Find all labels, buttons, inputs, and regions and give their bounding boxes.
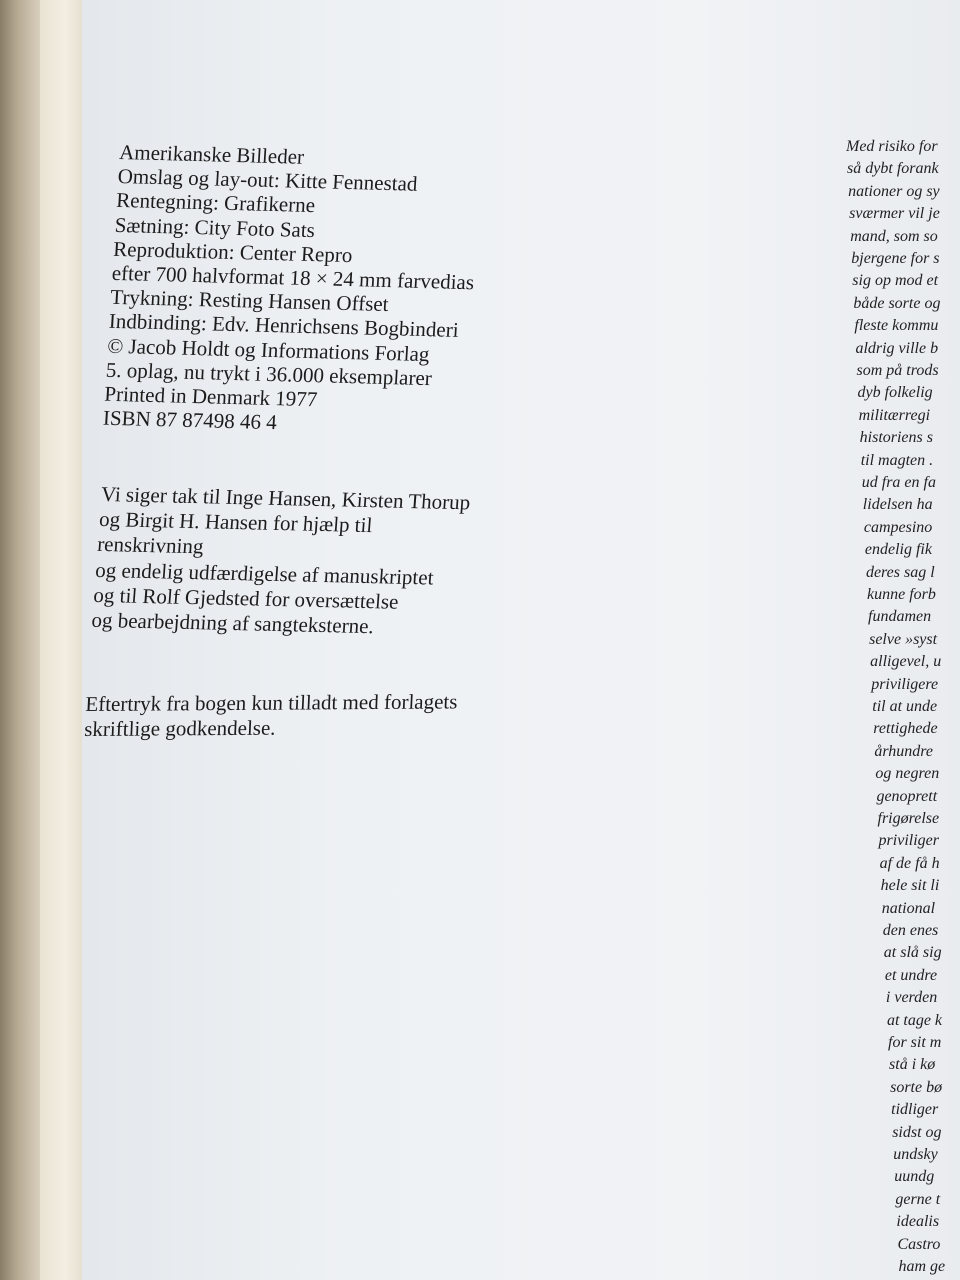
facing-page-line: sorte bø	[890, 1078, 943, 1096]
facing-page-line: gerne t	[895, 1190, 941, 1208]
copyright-line: © Jacob Holdt og Informations Forlag	[106, 333, 431, 366]
colophon-line: Sætning: City Foto Sats	[114, 212, 316, 242]
rights-line: Eftertryk fra bogen kun tilladt med forlagets	[84, 689, 459, 717]
facing-page-line: sig op mod et	[852, 272, 939, 290]
facing-page-line: rettighede	[873, 720, 938, 738]
facing-page-line: Med risiko for	[846, 138, 938, 155]
facing-page-line: at slå sig	[883, 944, 942, 962]
facing-page-line: nationer og sy	[848, 182, 940, 200]
printed-line: Printed in Denmark 1977	[103, 381, 319, 412]
page-stack-edge	[40, 0, 83, 1280]
facing-page-line: århundre	[874, 742, 934, 760]
facing-page-line: aldrig ville b	[855, 339, 939, 357]
facing-page-line: tidliger	[891, 1101, 939, 1119]
facing-page-line: fundamen	[868, 608, 932, 626]
facing-page-line: Castro	[897, 1235, 941, 1253]
colophon-line: Rentegning: Grafikerne	[115, 188, 316, 218]
facing-page-line: campesino	[863, 518, 933, 536]
facing-page-line: ud fra en fa	[861, 474, 936, 491]
colophon-line: efter 700 halvformat 18 × 24 mm farvedias	[111, 260, 475, 295]
facing-page-line: så dybt forank	[847, 160, 939, 178]
colophon-line: Reproduktion: Center Repro	[112, 236, 354, 267]
facing-page-line: til at unde	[872, 698, 938, 715]
facing-page-line: ham ge	[898, 1258, 946, 1275]
facing-page-line: historiens s	[859, 429, 933, 447]
facing-page-text	[846, 138, 960, 1280]
acknowledgements-block	[91, 482, 662, 646]
facing-page-line: stå i kø	[889, 1056, 936, 1074]
colophon-block	[102, 140, 680, 445]
facing-page-line: selve »syst	[869, 630, 938, 648]
acknowledgement-line: og Birgit H. Hansen for hjælp til	[98, 507, 374, 538]
rights-notice	[84, 688, 646, 742]
facing-page-line: sværmer vil je	[849, 205, 940, 223]
rights-line: skriftlige godkendelse.	[83, 715, 277, 742]
facing-page-line: mand, som so	[850, 227, 938, 245]
colophon-line: Trykning: Resting Hansen Offset	[109, 285, 390, 317]
facing-page-line: at tage k	[886, 1011, 943, 1029]
facing-page-line: alligevel, u	[870, 653, 942, 671]
isbn-line: ISBN 87 87498 46 4	[102, 405, 278, 435]
facing-page-line: som på trods	[856, 362, 939, 379]
facing-page-line: hele sit li	[880, 877, 940, 895]
facing-page-line: endelig fik	[864, 541, 932, 559]
facing-page-line: kunne forb	[867, 586, 936, 603]
facing-page-line: undsky	[893, 1146, 938, 1163]
facing-page-line: national	[881, 899, 936, 917]
facing-page-line: af de få h	[879, 854, 940, 872]
facing-page-line: frigørelse	[877, 810, 940, 827]
facing-page-line: og negren	[875, 765, 940, 783]
edition-line: 5. oplag, nu trykt i 36.000 eksemplarer	[105, 357, 433, 391]
facing-page-line: sidst og	[892, 1123, 942, 1141]
facing-page-line: fleste kommu	[854, 317, 939, 335]
acknowledgement-line: renskrivning	[96, 532, 205, 559]
acknowledgement-line: Vi siger tak til Inge Hansen, Kirsten Thorup	[100, 482, 472, 515]
acknowledgement-line: og bearbejdning af sangteksterne.	[90, 607, 375, 639]
facing-page-line: priviliger	[878, 832, 939, 850]
facing-page-line: dyb folkelig	[857, 384, 933, 402]
facing-page-line: militærregi	[858, 406, 931, 424]
facing-page-line: i verden	[885, 989, 938, 1007]
book-spine-edge	[0, 0, 40, 1280]
acknowledgement-line: og endelig udfærdigelse af manuskriptet	[94, 557, 435, 590]
facing-page-line: idealis	[896, 1213, 940, 1231]
facing-page-line: deres sag l	[865, 563, 935, 581]
facing-page-line: bjergene for s	[851, 250, 940, 267]
facing-page-line: et undre	[884, 966, 938, 984]
facing-page-line: lidelsen ha	[862, 496, 933, 514]
facing-page-line: genoprett	[876, 787, 938, 805]
colophon-title: Amerikanske Billeder	[118, 140, 305, 169]
facing-page-line: til magten .	[860, 451, 934, 469]
facing-page-line: både sorte og	[853, 294, 941, 312]
facing-page-line: for sit m	[888, 1034, 942, 1051]
colophon-line: Omslag og lay-out: Kitte Fennestad	[117, 164, 419, 196]
facing-page-line: uundg	[894, 1168, 935, 1186]
facing-page-line: den enes	[882, 922, 939, 939]
facing-page-line: priviligere	[871, 675, 939, 693]
acknowledgement-line: og til Rolf Gjedsted for oversættelse	[92, 582, 400, 614]
colophon-line: Indbinding: Edv. Henrichsens Bogbinderi	[108, 309, 460, 343]
